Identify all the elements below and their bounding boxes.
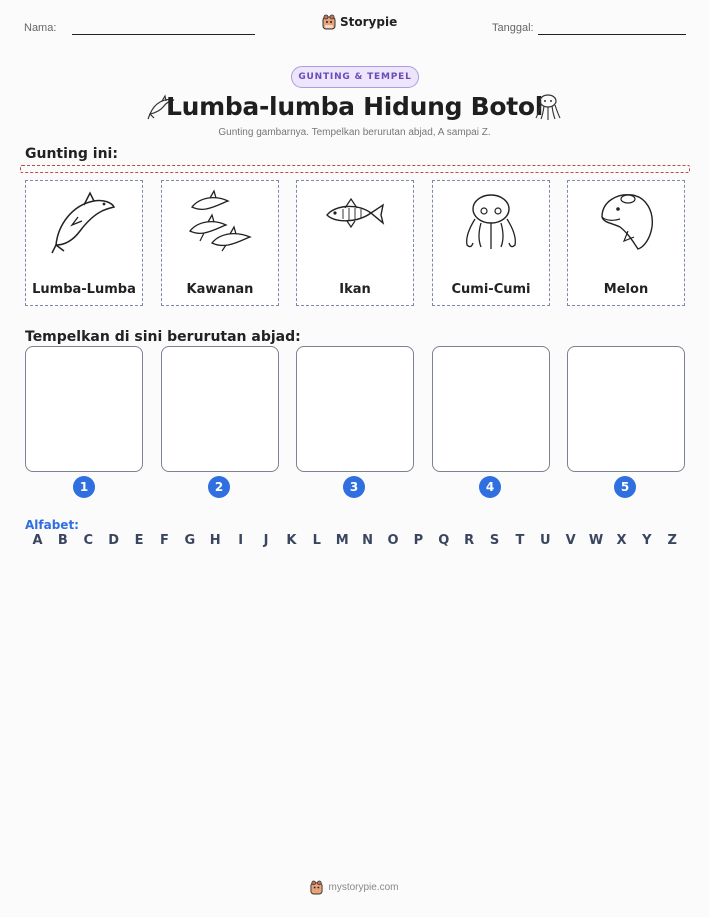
number-badge: 5: [614, 476, 636, 498]
paste-box-4[interactable]: [432, 346, 550, 472]
alphabet-letter: M: [335, 533, 349, 548]
footer: [0, 880, 709, 895]
squid-icon: [533, 92, 563, 122]
alphabet-letter: B: [57, 533, 68, 548]
cut-card-melon[interactable]: [567, 180, 685, 306]
brand-name: Storypie: [340, 15, 398, 29]
alphabet-letter: H: [209, 533, 221, 548]
squid-icon: [457, 187, 525, 255]
alphabet-letter: S: [489, 533, 500, 548]
activity-badge: GUNTING & TEMPEL: [291, 66, 419, 88]
alphabet-letter: Y: [642, 533, 652, 548]
alphabet-letter: E: [134, 533, 144, 548]
number-badge: 1: [73, 476, 95, 498]
footer-url[interactable]: mystorypie.com: [328, 882, 399, 893]
alphabet-letter: I: [238, 533, 244, 548]
number-badge: 2: [208, 476, 230, 498]
paste-box-2[interactable]: [161, 346, 279, 472]
alphabet-letter: G: [184, 533, 196, 548]
alphabet-letter: K: [286, 533, 297, 548]
instructions: Gunting gambarnya. Tempelkan berurutan abjad, A sampai Z.: [218, 127, 491, 138]
paste-box-5[interactable]: [567, 346, 685, 472]
alphabet-letter: Q: [438, 533, 450, 548]
alphabet-letter: N: [362, 533, 374, 548]
alphabet-letter: R: [464, 533, 475, 548]
storypie-mascot-icon: [322, 14, 336, 30]
alphabet-letter: U: [540, 533, 551, 548]
fish-icon: [321, 187, 389, 255]
alphabet-letter: Z: [667, 533, 677, 548]
cut-card-ikan[interactable]: [296, 180, 414, 306]
alphabet-letter: V: [565, 533, 576, 548]
alphabet-letter: X: [616, 533, 627, 548]
brand-logo: [322, 14, 397, 30]
alphabet-letter: L: [312, 533, 321, 548]
paste-heading: Tempelkan di sini berurutan abjad:: [25, 329, 301, 345]
worksheet-header: [0, 14, 709, 42]
alphabet-letter: T: [515, 533, 525, 548]
alphabet-letter: D: [108, 533, 120, 548]
name-label: Nama:: [24, 22, 57, 34]
alphabet-letter: J: [263, 533, 269, 548]
dolphin-head-icon: [592, 187, 660, 255]
dolphin-icon: [50, 187, 118, 255]
number-badge: 3: [343, 476, 365, 498]
card-label: Cumi-Cumi: [451, 282, 531, 297]
cut-card-kawanan[interactable]: [161, 180, 279, 306]
paste-box-3[interactable]: [296, 346, 414, 472]
cut-card-cumi-cumi[interactable]: [432, 180, 550, 306]
alphabet-letter: P: [413, 533, 424, 548]
alphabet-letter: W: [588, 533, 604, 548]
alphabet-letter: F: [160, 533, 169, 548]
date-label: Tanggal:: [492, 22, 534, 34]
number-badge: 4: [479, 476, 501, 498]
card-label: Melon: [603, 282, 649, 297]
alphabet-letter: O: [387, 533, 399, 548]
alphabet-label: Alfabet:: [25, 518, 79, 532]
alphabet-letter: A: [32, 533, 43, 548]
cut-line: [20, 165, 690, 173]
name-line: [72, 34, 255, 35]
card-label: Lumba-Lumba: [32, 282, 136, 297]
date-line: [538, 34, 686, 35]
card-label: Kawanan: [186, 282, 254, 297]
dolphin-pod-icon: [186, 187, 254, 255]
alphabet-row: [25, 533, 685, 548]
paste-box-1[interactable]: [25, 346, 143, 472]
card-label: Ikan: [339, 282, 371, 297]
cut-card-lumba-lumba[interactable]: [25, 180, 143, 306]
page-title: Lumba-lumba Hidung Botol: [165, 92, 544, 121]
alphabet-letter: C: [83, 533, 94, 548]
cut-heading: Gunting ini:: [25, 146, 118, 162]
storypie-mascot-icon: [310, 880, 323, 895]
